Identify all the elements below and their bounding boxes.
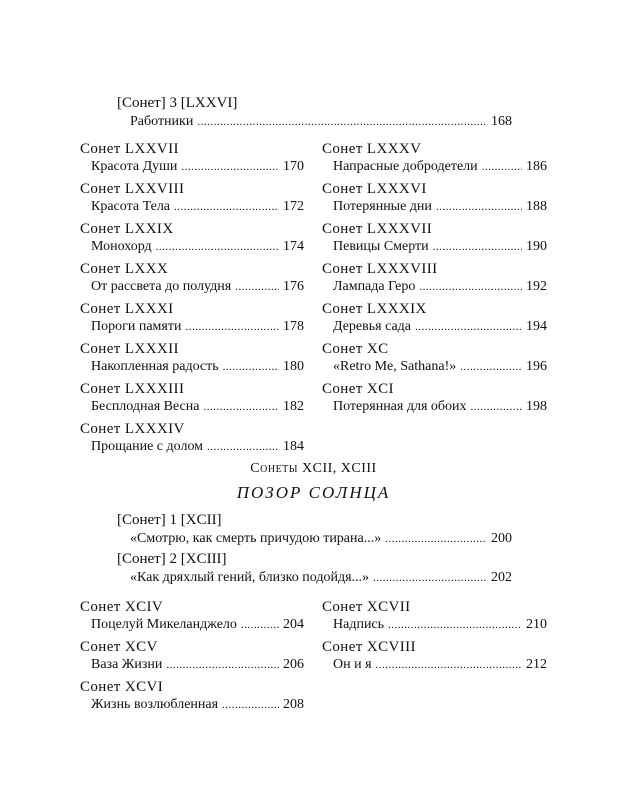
toc-entry xyxy=(80,300,304,336)
sonnet-head: Сонет LXXVII xyxy=(80,141,179,157)
toc-entry xyxy=(322,638,547,674)
sonnet-head: Сонет LXXXVII xyxy=(322,221,433,237)
page-number: 204 xyxy=(283,617,304,632)
section-entry-head: [Сонет] 1 [XCII] xyxy=(117,512,222,528)
leader-dots xyxy=(241,616,279,634)
toc-entry xyxy=(80,220,304,256)
sonnet-head: Сонет LXXXVIII xyxy=(322,261,438,277)
leader-dots xyxy=(482,158,522,176)
leader-dots xyxy=(460,358,522,376)
page-number: 210 xyxy=(526,617,547,632)
sonnet-head: Сонет XCVI xyxy=(80,679,164,695)
sonnet-head: Сонет LXXIX xyxy=(80,221,174,237)
toc-entry xyxy=(80,140,304,176)
leader-dots xyxy=(166,656,279,674)
page-number: 170 xyxy=(283,159,304,174)
toc-line[interactable] xyxy=(130,530,512,548)
entry-title: Пороги памяти xyxy=(91,319,182,334)
entry-title: Потерянные дни xyxy=(333,199,432,214)
entry-title: Деревья сада xyxy=(333,319,412,334)
leader-dots xyxy=(156,238,279,256)
toc-entry xyxy=(322,220,547,256)
toc-line[interactable] xyxy=(333,656,547,674)
leader-dots xyxy=(436,198,522,216)
leader-dots xyxy=(185,318,279,336)
left-column-2 xyxy=(80,598,304,718)
sonnet-head: Сонет LXXXIII xyxy=(80,381,185,397)
sonnet-head: Сонет LXXXV xyxy=(322,141,422,157)
toc-line[interactable] xyxy=(91,278,304,296)
leader-dots xyxy=(376,656,522,674)
toc-entry xyxy=(322,380,547,416)
page-number: 174 xyxy=(283,239,304,254)
entry-title: «Как дряхлый гений, близко подойдя...» xyxy=(130,570,370,585)
entry-title: Монохорд xyxy=(91,239,152,254)
sonnet-head: Сонет XC xyxy=(322,341,389,357)
sonnet-head: Сонет XCVII xyxy=(322,599,411,615)
sonnet-head: Сонет XCV xyxy=(80,639,158,655)
toc-entry xyxy=(80,180,304,216)
page-number: 186 xyxy=(526,159,547,174)
section-entry xyxy=(117,511,512,548)
page-number: 192 xyxy=(526,279,547,294)
sonnet-head: Сонет LXXXII xyxy=(80,341,179,357)
page-number: 198 xyxy=(526,399,547,414)
leader-dots xyxy=(174,198,279,216)
sonnet-head: Сонет LXXXI xyxy=(80,301,174,317)
toc-line[interactable] xyxy=(333,358,547,376)
sonnet-head: Сонет LXXXVI xyxy=(322,181,427,197)
leader-dots xyxy=(203,398,279,416)
toc-line[interactable] xyxy=(333,278,547,296)
leader-dots xyxy=(419,278,522,296)
intro-line[interactable] xyxy=(130,113,512,131)
entry-title: Работники xyxy=(130,114,194,129)
sonnet-head: Сонет XCVIII xyxy=(322,639,416,655)
page-number: 196 xyxy=(526,359,547,374)
page-number: 188 xyxy=(526,199,547,214)
toc-entry xyxy=(322,598,547,634)
entry-title: Ваза Жизни xyxy=(91,657,163,672)
entry-title: Красота Тела xyxy=(91,199,171,214)
page-number: 182 xyxy=(283,399,304,414)
page-number: 190 xyxy=(526,239,547,254)
toc-line[interactable] xyxy=(91,696,304,714)
page-number: 180 xyxy=(283,359,304,374)
page-number: 168 xyxy=(491,114,512,129)
toc-line[interactable] xyxy=(333,158,547,176)
leader-dots xyxy=(235,278,279,296)
leader-dots xyxy=(207,438,279,456)
sonnet-head: Сонет LXXXIX xyxy=(322,301,427,317)
toc-entry xyxy=(322,260,547,296)
toc-line[interactable] xyxy=(91,318,304,336)
toc-entry xyxy=(80,420,304,456)
sonnet-head: Сонет XCIV xyxy=(80,599,164,615)
leader-dots xyxy=(433,238,522,256)
page-number: 178 xyxy=(283,319,304,334)
entry-title: «Retro Me, Sathana!» xyxy=(333,359,457,374)
toc-line[interactable] xyxy=(91,616,304,634)
entry-title: Жизнь возлюбленная xyxy=(91,697,219,712)
toc-entry xyxy=(80,260,304,296)
toc-entry xyxy=(322,300,547,336)
entry-title: Надпись xyxy=(333,617,385,632)
page-number: 200 xyxy=(491,531,512,546)
toc-line[interactable] xyxy=(91,438,304,456)
sonnet-head: Сонет XCI xyxy=(322,381,394,397)
entry-title: Поцелуй Микеланджело xyxy=(91,617,237,632)
page-number: 172 xyxy=(283,199,304,214)
entry-title: «Смотрю, как смерть причудою тирана...» xyxy=(130,531,382,546)
page-number: 184 xyxy=(283,439,304,454)
page-number: 206 xyxy=(283,657,304,672)
toc-line[interactable] xyxy=(333,198,547,216)
page-number: 208 xyxy=(283,697,304,712)
leader-dots xyxy=(471,398,523,416)
entry-title: Он и я xyxy=(333,657,372,672)
leader-dots xyxy=(385,530,487,548)
toc-line[interactable] xyxy=(333,318,547,336)
page-number: 202 xyxy=(491,570,512,585)
toc-entry xyxy=(80,380,304,416)
toc-line[interactable] xyxy=(91,358,304,376)
leader-dots xyxy=(415,318,522,336)
entry-title: Певицы Смерти xyxy=(333,239,429,254)
leader-dots xyxy=(181,158,279,176)
toc-line[interactable] xyxy=(333,616,547,634)
intro-block xyxy=(117,94,512,131)
leader-dots xyxy=(388,616,522,634)
section-subtitle: Сонеты XCII, XCIII xyxy=(250,461,377,476)
entry-title: Напрасные добродетели xyxy=(333,159,478,174)
entry-title: От рассвета до полудня xyxy=(91,279,232,294)
leader-dots xyxy=(223,358,279,376)
entry-title: Красота Души xyxy=(91,159,178,174)
section-entry xyxy=(117,550,512,587)
toc-line[interactable] xyxy=(91,656,304,674)
toc-line[interactable] xyxy=(91,158,304,176)
page-number: 176 xyxy=(283,279,304,294)
toc-line[interactable] xyxy=(333,238,547,256)
sonnet-head: Сонет LXXXIV xyxy=(80,421,185,437)
toc-line[interactable] xyxy=(91,398,304,416)
toc-line[interactable] xyxy=(91,198,304,216)
page-number: 212 xyxy=(526,657,547,672)
entry-title: Потерянная для обоих xyxy=(333,399,467,414)
right-column-1 xyxy=(322,140,547,420)
toc-entry xyxy=(322,140,547,176)
toc-entry xyxy=(322,180,547,216)
toc-line[interactable] xyxy=(130,569,512,587)
section-title: ПОЗОР СОЛНЦА xyxy=(236,483,391,502)
sonnet-head: Сонет LXXVIII xyxy=(80,181,185,197)
entry-title: Бесплодная Весна xyxy=(91,399,200,414)
toc-line[interactable] xyxy=(91,238,304,256)
entry-title: Лампада Геро xyxy=(333,279,416,294)
entry-title: Прощание с долом xyxy=(91,439,204,454)
entry-title: Накопленная радость xyxy=(91,359,219,374)
leader-dots xyxy=(373,569,487,587)
toc-entry xyxy=(322,340,547,376)
leader-dots xyxy=(197,113,487,131)
section-entry-head: [Сонет] 2 [XCIII] xyxy=(117,551,227,567)
toc-entry xyxy=(80,598,304,634)
left-column-1 xyxy=(80,140,304,460)
page-number: 194 xyxy=(526,319,547,334)
leader-dots xyxy=(222,696,279,714)
intro-head: [Сонет] 3 [LXXVI] xyxy=(117,95,238,111)
right-column-2 xyxy=(322,598,547,678)
toc-entry xyxy=(80,678,304,714)
sonnet-head: Сонет LXXX xyxy=(80,261,169,277)
toc-entry xyxy=(80,638,304,674)
toc-line[interactable] xyxy=(333,398,547,416)
toc-entry xyxy=(80,340,304,376)
